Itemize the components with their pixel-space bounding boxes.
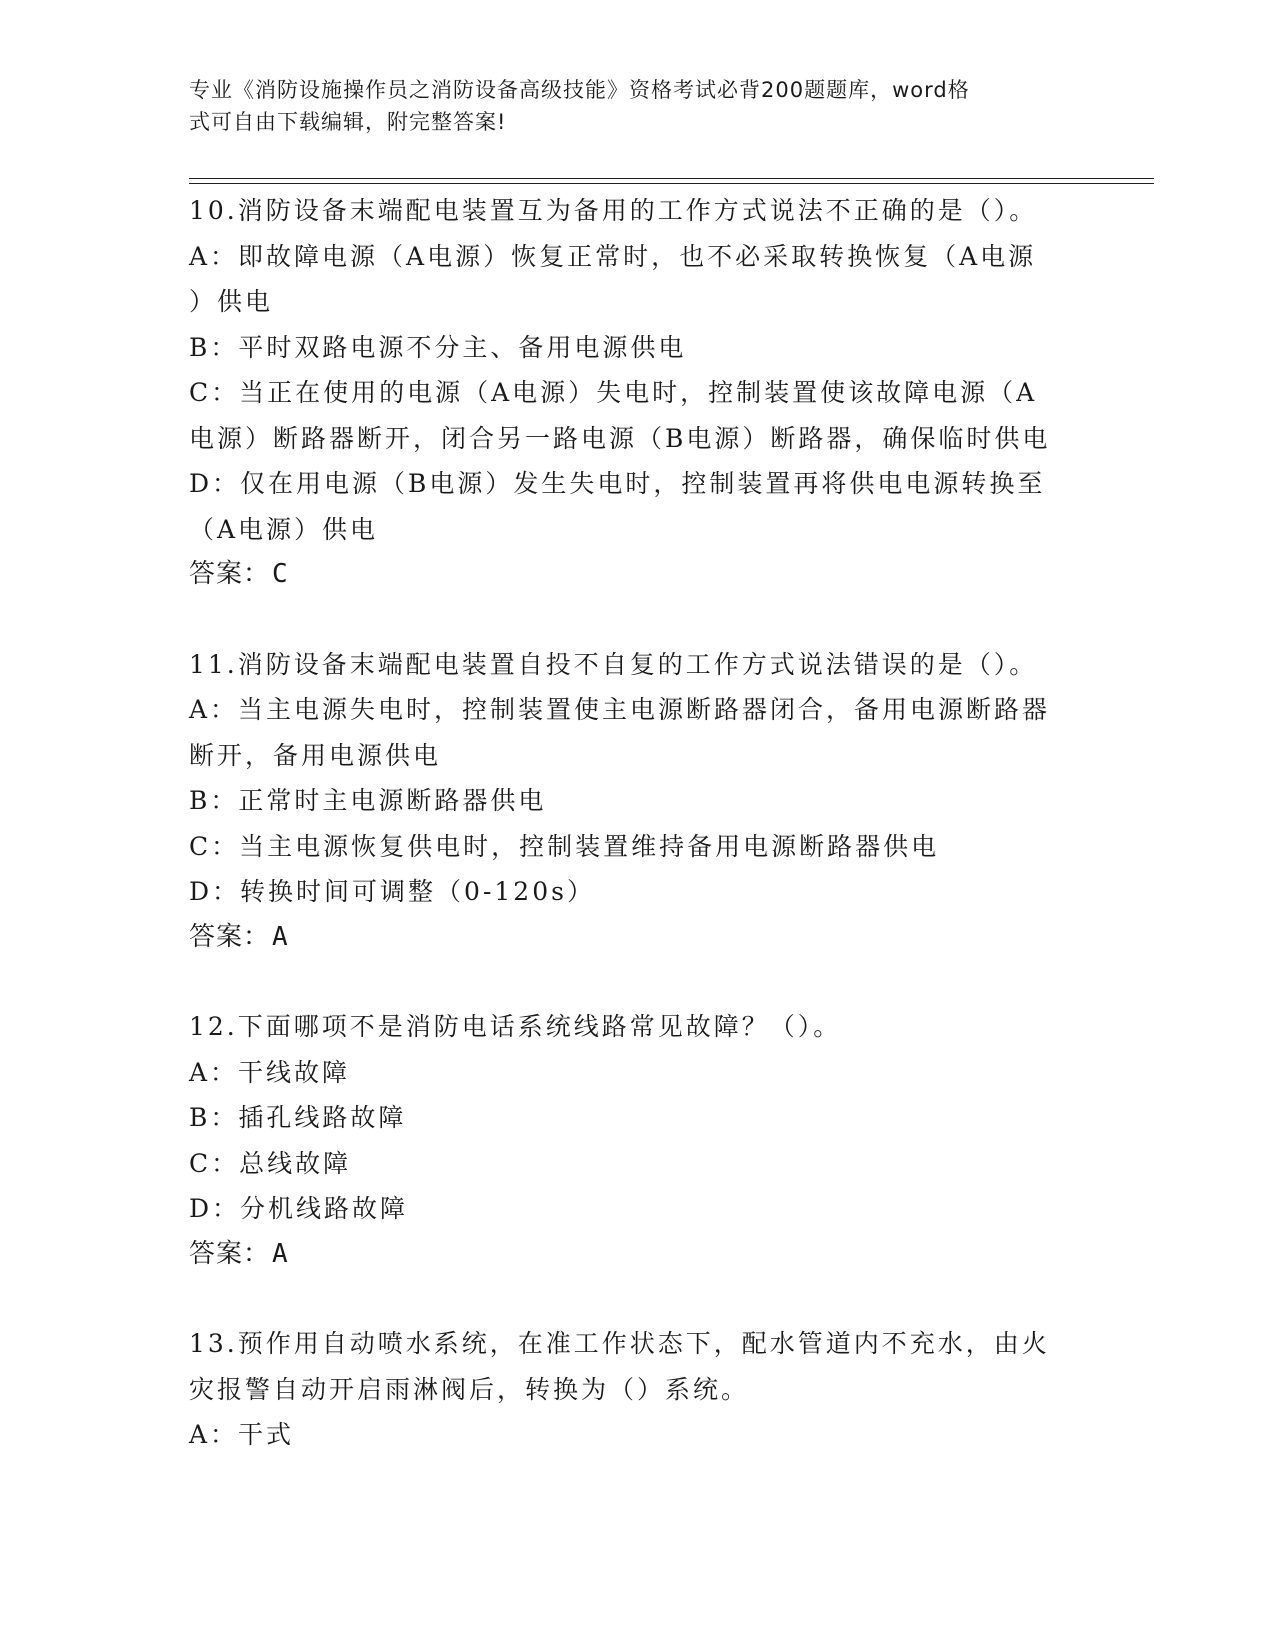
question-stem: 13.预作用自动喷水系统，在准工作状态下，配水管道内不充水，由火 [189,1329,1050,1358]
option-d: D：分机线路故障 [189,1194,409,1223]
option-c-continued: 电源）断路器断开，闭合另一路电源（B电源）断路器，确保临时供电 [189,423,1051,453]
header-line-2: 式可自由下载编辑，附完整答案! [189,110,507,134]
answer [189,552,1089,598]
option-a: A：干式 [189,1420,295,1449]
answer-label: 答案： [189,921,271,952]
answer-label: 答案： [189,1238,271,1269]
option-c: C：总线故障 [189,1148,352,1178]
option-c: C：当正在使用的电源（A电源）失电时，控制装置使该故障电源（A [189,378,1038,407]
answer [189,915,1089,961]
answer-value: A [272,1238,289,1269]
question-stem: 11.消防设备末端配电装置自投不自复的工作方式说法错误的是（）。 [189,649,1038,679]
header-divider-top [189,178,1154,179]
option-a-continued: ）供电 [189,287,274,316]
option-b: B：正常时主电源断路器供电 [189,786,547,815]
option-a: A：当主电源失电时，控制装置使主电源断路器闭合，备用电源断路器 [189,695,1051,724]
answer [189,1232,1089,1278]
option-b: B：插孔线路故障 [189,1103,407,1132]
question-13 [189,1321,1089,1458]
question-stem: 12.下面哪项不是消防电话系统线路常见故障？（）。 [189,1012,842,1041]
option-c: C：当主电源恢复供电时，控制装置维持备用电源断路器供电 [189,831,940,861]
header-divider-bottom [189,183,1154,184]
option-b: B：平时双路电源不分主、备用电源供电 [189,332,687,362]
option-d-continued: （A电源）供电 [189,514,379,544]
option-a: A：即故障电源（A电源）恢复正常时，也不必采取转换恢复（A电源 [189,241,1037,271]
question-list [189,188,1089,1458]
question-stem: 10.消防设备末端配电装置互为备用的工作方式说法不正确的是（）。 [189,196,1038,225]
option-a: A：干线故障 [189,1057,351,1087]
question-stem-continued: 灾报警自动开启雨淋阀后，转换为（）系统。 [189,1374,750,1404]
header-line-1: 专业《消防设施操作员之消防设备高级技能》资格考试必背200题题库，word格 [189,78,970,102]
document-header [189,74,1069,138]
answer-value: C [272,559,289,589]
question-12 [189,1004,1089,1277]
question-11 [189,642,1089,961]
answer-value: A [272,921,289,952]
answer-label: 答案： [189,559,271,589]
option-d: D：仅在用电源（B电源）发生失电时，控制装置再将供电电源转换至 [189,469,1046,498]
question-10 [189,188,1089,598]
option-d: D：转换时间可调整（0-120s） [189,877,595,906]
option-a-continued: 断开，备用电源供电 [189,740,442,770]
